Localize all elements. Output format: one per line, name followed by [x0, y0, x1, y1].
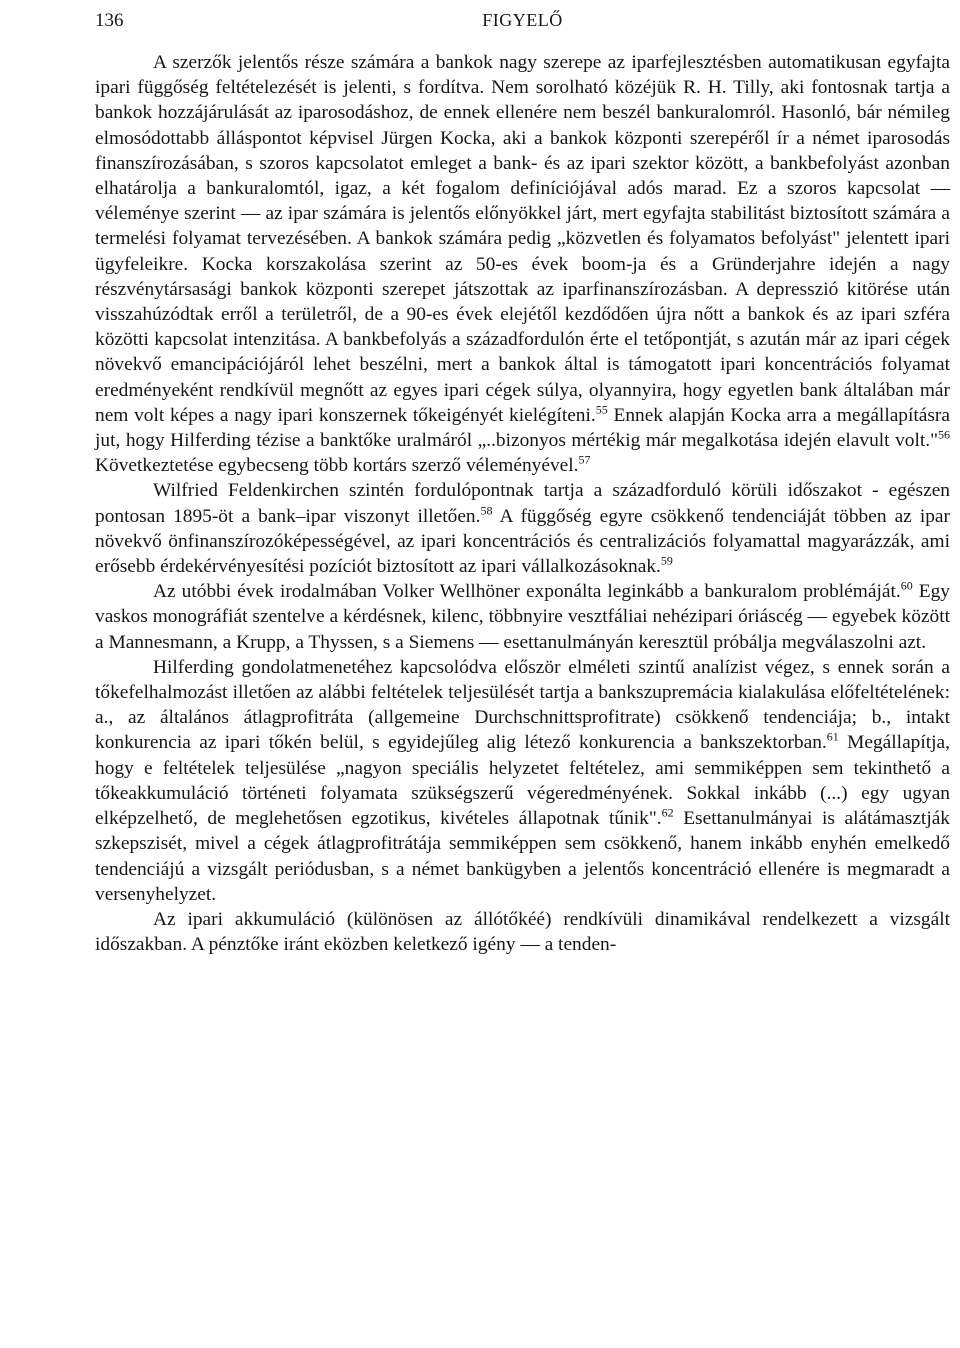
paragraph-text: Az utóbbi évek irodalmában Volker Wellhöner exponálta leginkább a bankuralom problémáját. [153, 581, 901, 603]
paragraph-text: A szerzők jelentős része számára a bankok nagy szerepe az iparfejlesztésben automatikusan egyfajta ipari függőség feltételezését is jelenti, s fordítva. Nem sorolható közéjük R. H. Tilly, aki fontosnak tartja a bankok hozzájárulását az iparosodáshoz, de ennek ellenére nem beszél bankuralomról. Hasonló, bár némileg elmosódottabb álláspontot képvisel Jürgen Kocka, aki a bankok központi szerepéről ír a német iparosodás finanszírozásában, s szoros kapcsolatot emleget a bank- és az ipari szektor között, a bankbefolyást azonban elhatárolja a bankuralomtól, igaz, a két fogalom definíciójával adós marad. Ez a szoros kapcsolat — véleménye szerint — az ipar számára is jelentős előnyökkel járt, mert egyfajta stabilitást biztosított számára a termelési folyamat tervezésében. A bankok számára pedig „közvetlen és folyamatos befolyást" jelentett ipari ügyfeleikre. Kocka korszakolása szerint az 50-es évek boom-ja és a Gründerjahre idején a nagy részvénytársasági bankok központi szerepet játszottak az iparfinanszírozásban. A depresszió kitörése után visszahúzódtak erről a területről, de a 90-es évek elejétől kezdődően újra nőtt a bankok és az ipari szféra közötti kapcsolat intenzitása. A bankbefolyás a századfordulón érte el tetőpontját, s azután már az ipari cégek növekvő emancipációjáról lehet beszélni, mert a bankok által is támogatott ipari koncentrációs folyamat eredményeként rendkívül megnőtt az egyes ipari cégek súlya, olyannyira, hogy egyetlen bank általában már nem volt képes a nagy ipari konszernek tőkeigényét kielégíteni. [95, 52, 950, 426]
paragraph-text: Megállapítja, hogy e feltételek teljesülése „nagyon speciális helyzetet feltételez, ami semmiképpen sem tekinthető a tőkeakkumuláció történeti folyamata szükségszerű végeredményének. Sokkal inkább (...) egy ugyan elképzelhető, de meglehetősen egzotikus, kivételes állapotnak tűnik". [95, 732, 950, 830]
paragraph-text: Az ipari akkumuláció (különösen az állótőkéé) rendkívüli dinamikával rendelkezett a vizsgált időszakban. A pénztőke iránt eközben keletkező igény — a tenden- [95, 908, 950, 956]
paragraph [95, 907, 950, 957]
paragraph [95, 478, 950, 579]
paragraph [95, 655, 950, 907]
page-number: 136 [95, 10, 124, 31]
footnote-ref: 61 [826, 730, 839, 745]
footnote-ref: 56 [938, 427, 950, 442]
body-text [95, 50, 950, 957]
paragraph-text: Egy vaskos monográfiát szentelve a kérdésnek, kilenc, többnyire vesztfáliai nehézipari óriáscég — egyebek között a Mannesmann, a Krupp, a Thyssen, s a Siemens — esettanulmányán keresztül próbálja megválaszolni azt. [95, 581, 950, 653]
paragraph-text: Hilferding gondolatmenetéhez kapcsolódva először elméleti szintű analízist végez, s ennek során a tőkefelhalmozást illetően az alábbi feltételek teljesülését tartja a bankszupremácia kialakulása előfeltételének: a., az általános átlagprofitráta (allgemeine Durchschnittsprofitrate) csökkenő tendenciája; b., intakt konkurencia az ipari tőkén belül, s egyidejűleg alig létező konkurencia a bankszektorban. [95, 656, 950, 754]
paragraph-text: Ennek alapján Kocka arra a megállapításra jut, hogy Hilferding tézise a banktőke uralmáról „..bizonyos mértékig már megalkotása idején elavult volt." [95, 404, 950, 452]
footnote-ref: 59 [660, 553, 673, 568]
paragraph-text: A függőség egyre csökkenő tendenciáját többen az ipar növekvő önfinanszírozóképességével, az ipari koncentrációs és centralizációs folyamattal magyarázzák, ami erősebb érdekérvényesítési pozíciót biztosított az ipari vállalkozásoknak. [95, 505, 950, 578]
footnote-ref: 62 [661, 805, 674, 820]
running-head [95, 6, 950, 38]
footnote-ref: 58 [480, 503, 493, 518]
footnote-ref: 55 [595, 402, 608, 417]
footnote-ref: 57 [578, 452, 591, 467]
paragraph-text: Következtetése egybecseng több kortárs szerző véleményével. [95, 455, 579, 477]
paragraph [95, 50, 950, 478]
running-title: FIGYELŐ [482, 10, 563, 30]
paragraph-text: Wilfried Feldenkirchen szintén fordulópontnak tartja a századforduló körüli időszakot - egészen pontosan 1895-öt a bank–ipar viszonyt illetően. [95, 480, 950, 527]
paragraph [95, 579, 950, 655]
paragraph-text: Esettanulmányai is alátámasztják szkepszisét, mivel a cégek átlagprofitrátája semmiképpen sem csökkenő, hanem inkább enyhén emelkedő tendenciájú a vizsgált periódusban, s a német bankügyben a jelentős koncentráció ellenére is megmaradt a versenyhelyzet. [95, 808, 951, 905]
footnote-ref: 60 [900, 578, 913, 593]
